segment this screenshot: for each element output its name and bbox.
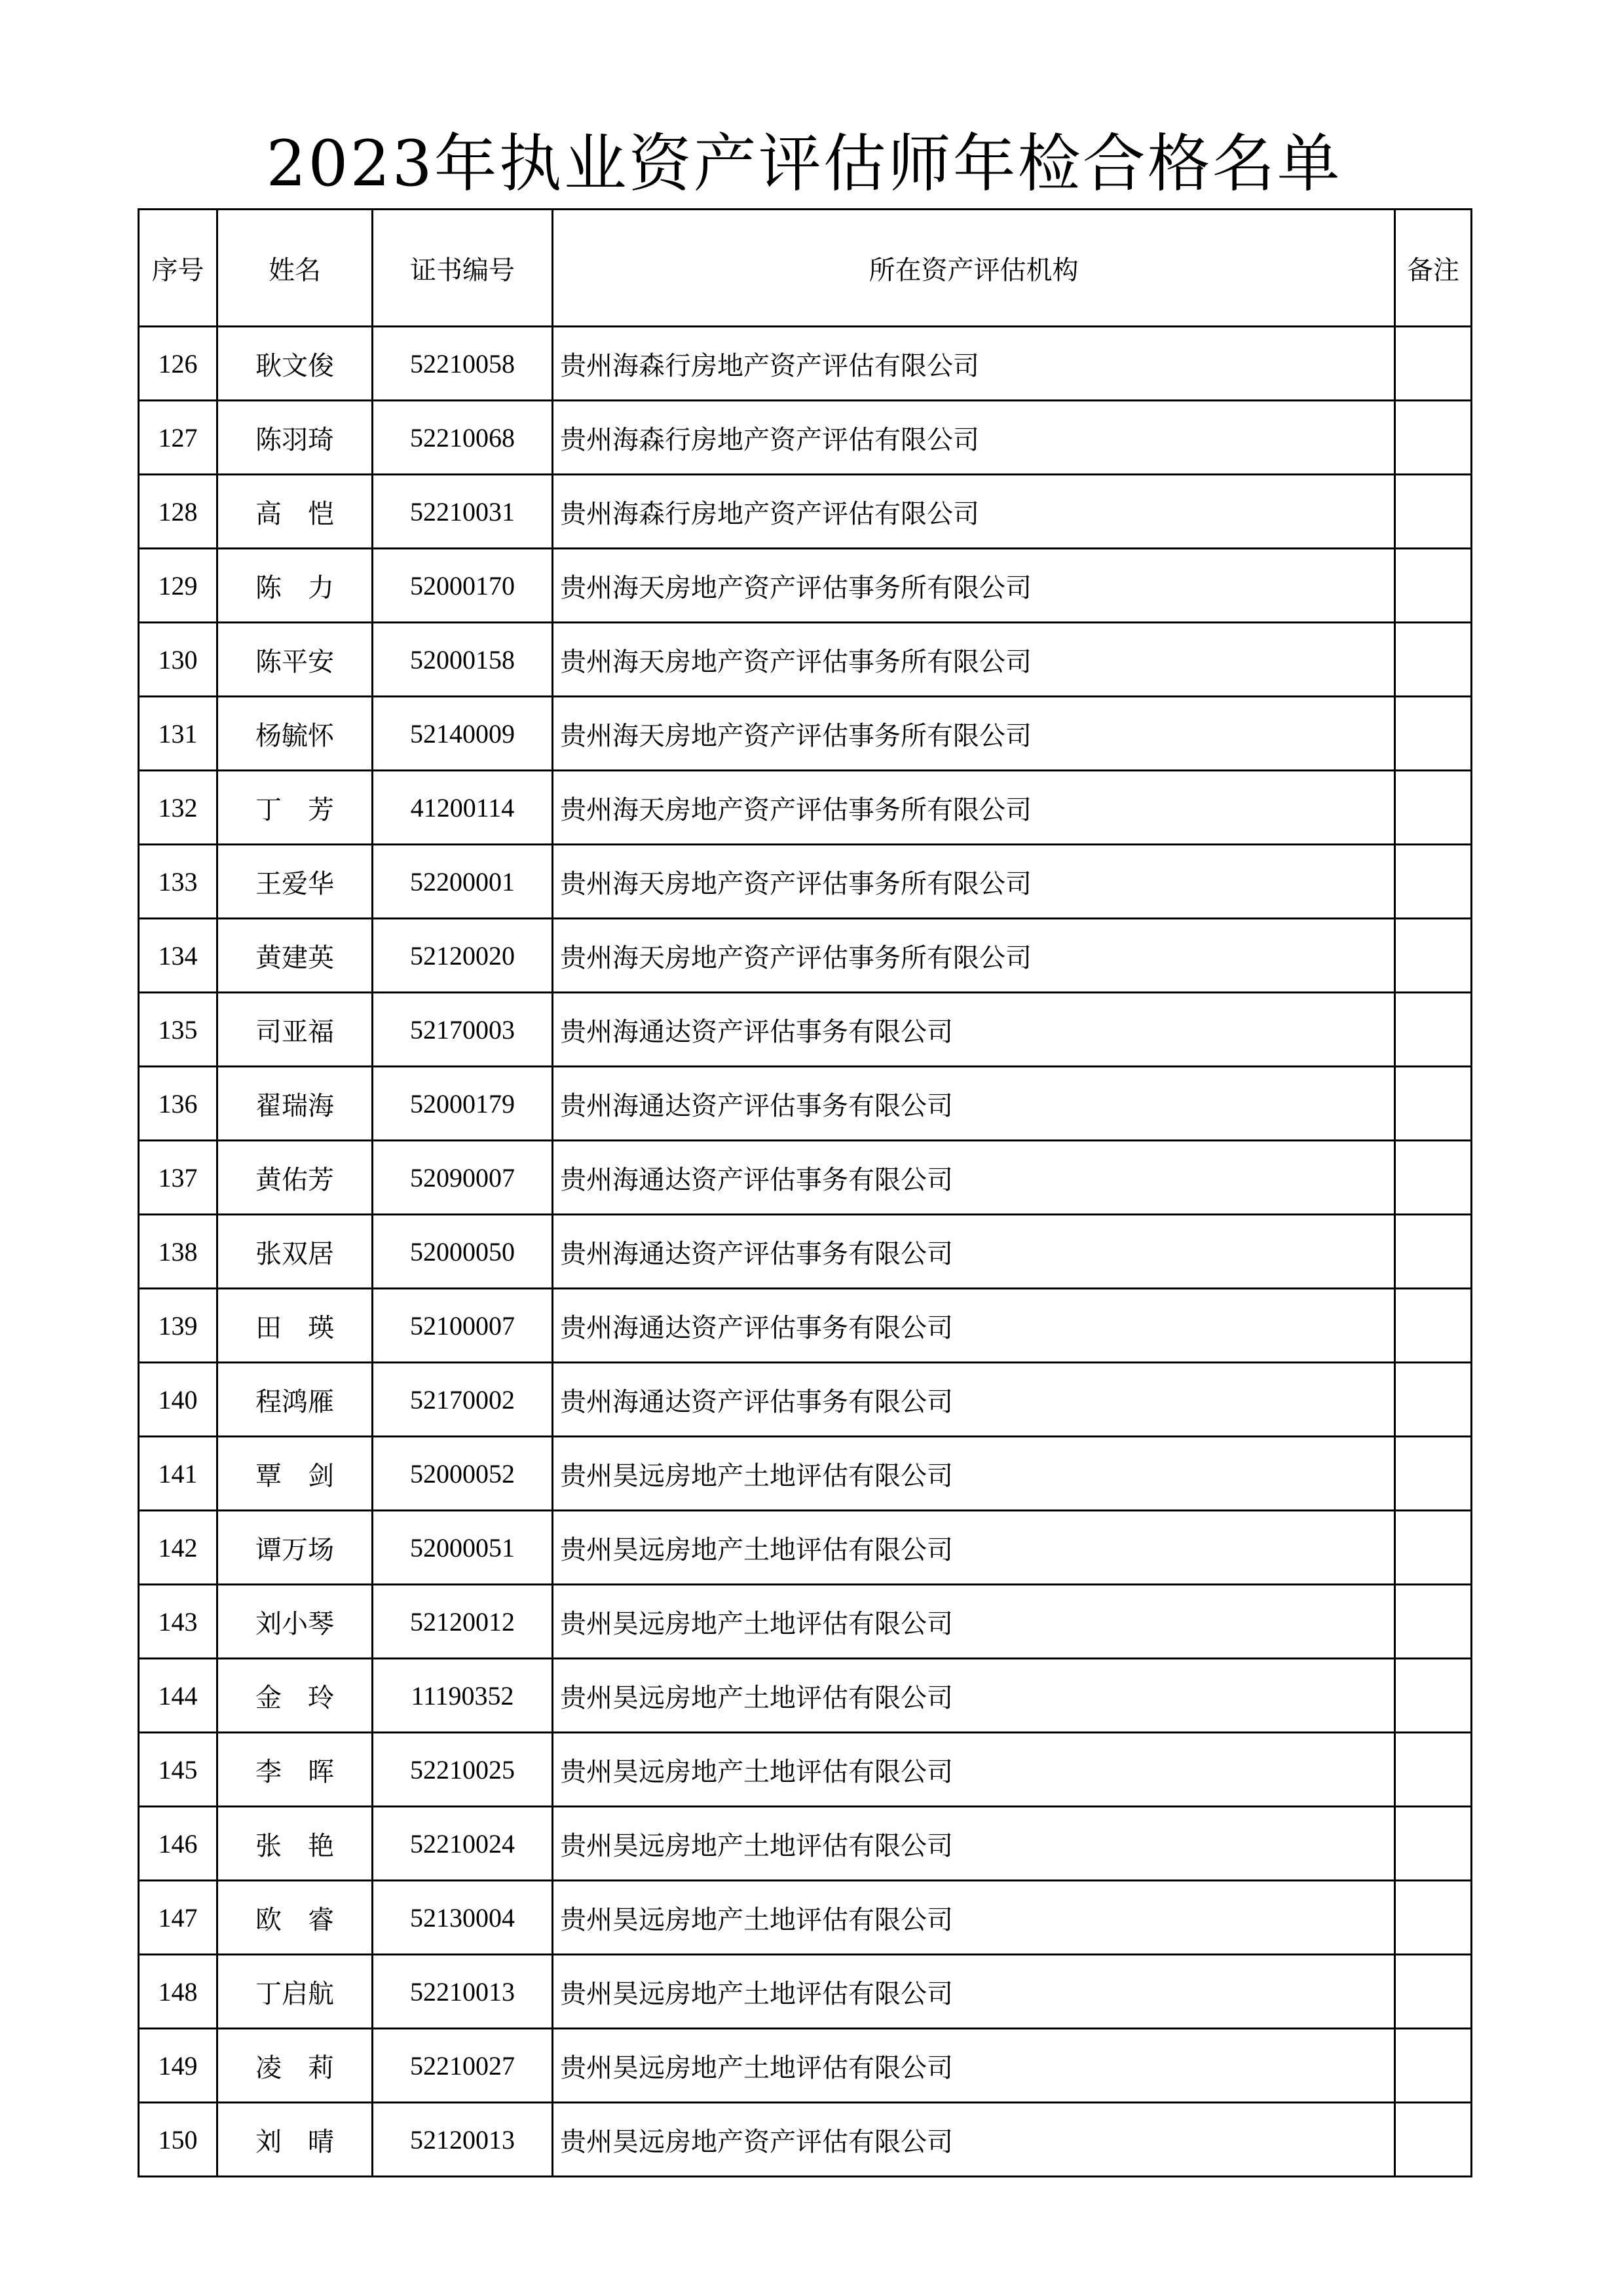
cell-seq: 126 — [139, 327, 217, 401]
cell-name: 杨毓怀 — [217, 697, 373, 771]
cell-seq: 131 — [139, 697, 217, 771]
cell-seq: 148 — [139, 1955, 217, 2029]
cell-org: 贵州海天房地产资产评估事务所有限公司 — [553, 697, 1395, 771]
cell-cert: 52120012 — [373, 1585, 553, 1659]
cell-org: 贵州昊远房地产土地评估有限公司 — [553, 1807, 1395, 1881]
cell-seq: 142 — [139, 1511, 217, 1585]
cell-note — [1395, 1289, 1472, 1363]
cell-name: 谭万场 — [217, 1511, 373, 1585]
table-row — [139, 771, 1472, 845]
table-row — [139, 1141, 1472, 1215]
cell-org: 贵州海天房地产资产评估事务所有限公司 — [553, 771, 1395, 845]
cell-seq: 128 — [139, 475, 217, 549]
cell-name: 陈 力 — [217, 549, 373, 623]
cell-cert: 52000050 — [373, 1215, 553, 1289]
table-row — [139, 475, 1472, 549]
cell-note — [1395, 1955, 1472, 2029]
cell-note — [1395, 1215, 1472, 1289]
cell-note — [1395, 771, 1472, 845]
column-header-name: 姓名 — [217, 210, 373, 327]
cell-note — [1395, 549, 1472, 623]
page-title: 2023年执业资产评估师年检合格名单 — [266, 127, 1342, 200]
cell-org: 贵州昊远房地产土地评估有限公司 — [553, 1659, 1395, 1733]
cell-cert: 52210024 — [373, 1807, 553, 1881]
cell-cert: 52000179 — [373, 1067, 553, 1141]
column-header-note: 备注 — [1395, 210, 1472, 327]
cell-name: 陈羽琦 — [217, 401, 373, 475]
cell-name: 程鸿雁 — [217, 1363, 373, 1437]
table-row — [139, 2103, 1472, 2177]
cell-org: 贵州昊远房地产土地评估有限公司 — [553, 1585, 1395, 1659]
cell-cert: 52000051 — [373, 1511, 553, 1585]
cell-note — [1395, 1511, 1472, 1585]
cell-note — [1395, 993, 1472, 1067]
cell-cert: 52170003 — [373, 993, 553, 1067]
table-row — [139, 549, 1472, 623]
table-row — [139, 1215, 1472, 1289]
cell-seq: 143 — [139, 1585, 217, 1659]
cell-org: 贵州昊远房地产资产评估有限公司 — [553, 2103, 1395, 2177]
cell-name: 刘小琴 — [217, 1585, 373, 1659]
table-row — [139, 1659, 1472, 1733]
cell-org: 贵州海天房地产资产评估事务所有限公司 — [553, 845, 1395, 919]
cell-note — [1395, 1067, 1472, 1141]
cell-org: 贵州海森行房地产资产评估有限公司 — [553, 475, 1395, 549]
column-header-cert: 证书编号 — [373, 210, 553, 327]
cell-seq: 145 — [139, 1733, 217, 1807]
roster-table — [138, 208, 1472, 2177]
table-row — [139, 2029, 1472, 2103]
table-row — [139, 1511, 1472, 1585]
cell-org: 贵州昊远房地产土地评估有限公司 — [553, 2029, 1395, 2103]
cell-seq: 138 — [139, 1215, 217, 1289]
cell-seq: 133 — [139, 845, 217, 919]
cell-cert: 52170002 — [373, 1363, 553, 1437]
cell-name: 丁 芳 — [217, 771, 373, 845]
cell-name: 凌 莉 — [217, 2029, 373, 2103]
cell-org: 贵州海通达资产评估事务有限公司 — [553, 1289, 1395, 1363]
cell-cert: 52200001 — [373, 845, 553, 919]
cell-name: 黄佑芳 — [217, 1141, 373, 1215]
cell-seq: 141 — [139, 1437, 217, 1511]
cell-name: 丁启航 — [217, 1955, 373, 2029]
cell-seq: 135 — [139, 993, 217, 1067]
cell-cert: 52000052 — [373, 1437, 553, 1511]
cell-cert: 52120020 — [373, 919, 553, 993]
cell-name: 李 晖 — [217, 1733, 373, 1807]
cell-cert: 11190352 — [373, 1659, 553, 1733]
cell-cert: 52210031 — [373, 475, 553, 549]
cell-note — [1395, 697, 1472, 771]
cell-cert: 52100007 — [373, 1289, 553, 1363]
cell-note — [1395, 919, 1472, 993]
cell-org: 贵州昊远房地产土地评估有限公司 — [553, 1437, 1395, 1511]
cell-cert: 52210025 — [373, 1733, 553, 1807]
cell-note — [1395, 1437, 1472, 1511]
cell-cert: 52210058 — [373, 327, 553, 401]
cell-name: 黄建英 — [217, 919, 373, 993]
cell-note — [1395, 1141, 1472, 1215]
column-header-org: 所在资产评估机构 — [553, 210, 1395, 327]
cell-note — [1395, 623, 1472, 697]
cell-name: 王爱华 — [217, 845, 373, 919]
table-row — [139, 1955, 1472, 2029]
cell-note — [1395, 1363, 1472, 1437]
cell-name: 司亚福 — [217, 993, 373, 1067]
cell-name: 耿文俊 — [217, 327, 373, 401]
cell-note — [1395, 475, 1472, 549]
cell-name: 翟瑞海 — [217, 1067, 373, 1141]
cell-org: 贵州海通达资产评估事务有限公司 — [553, 993, 1395, 1067]
table-row — [139, 327, 1472, 401]
cell-cert: 52000158 — [373, 623, 553, 697]
cell-name: 张 艳 — [217, 1807, 373, 1881]
table-row — [139, 401, 1472, 475]
cell-seq: 144 — [139, 1659, 217, 1733]
table-row — [139, 1067, 1472, 1141]
cell-org: 贵州海通达资产评估事务有限公司 — [553, 1215, 1395, 1289]
cell-org: 贵州海通达资产评估事务有限公司 — [553, 1363, 1395, 1437]
cell-seq: 136 — [139, 1067, 217, 1141]
cell-seq: 140 — [139, 1363, 217, 1437]
cell-org: 贵州海森行房地产资产评估有限公司 — [553, 401, 1395, 475]
cell-name: 刘 晴 — [217, 2103, 373, 2177]
cell-cert: 41200114 — [373, 771, 553, 845]
cell-org: 贵州海森行房地产资产评估有限公司 — [553, 327, 1395, 401]
cell-name: 陈平安 — [217, 623, 373, 697]
cell-seq: 137 — [139, 1141, 217, 1215]
cell-cert: 52210027 — [373, 2029, 553, 2103]
cell-cert: 52130004 — [373, 1881, 553, 1955]
table-row — [139, 845, 1472, 919]
cell-note — [1395, 1881, 1472, 1955]
cell-note — [1395, 1659, 1472, 1733]
cell-cert: 52210068 — [373, 401, 553, 475]
cell-note — [1395, 401, 1472, 475]
cell-name: 金 玲 — [217, 1659, 373, 1733]
cell-note — [1395, 327, 1472, 401]
cell-seq: 139 — [139, 1289, 217, 1363]
table-row — [139, 1807, 1472, 1881]
table-row — [139, 1733, 1472, 1807]
cell-org: 贵州海通达资产评估事务有限公司 — [553, 1141, 1395, 1215]
cell-seq: 127 — [139, 401, 217, 475]
cell-name: 欧 睿 — [217, 1881, 373, 1955]
cell-name: 张双居 — [217, 1215, 373, 1289]
cell-seq: 150 — [139, 2103, 217, 2177]
table-row — [139, 919, 1472, 993]
cell-org: 贵州海天房地产资产评估事务所有限公司 — [553, 549, 1395, 623]
cell-seq: 132 — [139, 771, 217, 845]
cell-cert: 52140009 — [373, 697, 553, 771]
cell-name: 田 瑛 — [217, 1289, 373, 1363]
cell-note — [1395, 2029, 1472, 2103]
table-row — [139, 1289, 1472, 1363]
table-row — [139, 1585, 1472, 1659]
cell-cert: 52120013 — [373, 2103, 553, 2177]
cell-cert: 52090007 — [373, 1141, 553, 1215]
cell-org: 贵州昊远房地产土地评估有限公司 — [553, 1881, 1395, 1955]
header-row — [139, 210, 1472, 327]
cell-org: 贵州海天房地产资产评估事务所有限公司 — [553, 623, 1395, 697]
table-body — [139, 327, 1472, 2177]
cell-note — [1395, 845, 1472, 919]
table-row — [139, 1881, 1472, 1955]
cell-name: 高 恺 — [217, 475, 373, 549]
cell-seq: 147 — [139, 1881, 217, 1955]
cell-seq: 149 — [139, 2029, 217, 2103]
cell-note — [1395, 1733, 1472, 1807]
cell-org: 贵州海天房地产资产评估事务所有限公司 — [553, 919, 1395, 993]
table-row — [139, 1437, 1472, 1511]
cell-cert: 52000170 — [373, 549, 553, 623]
cell-name: 覃 剑 — [217, 1437, 373, 1511]
cell-seq: 134 — [139, 919, 217, 993]
cell-note — [1395, 2103, 1472, 2177]
cell-org: 贵州昊远房地产土地评估有限公司 — [553, 1511, 1395, 1585]
cell-seq: 129 — [139, 549, 217, 623]
table-row — [139, 1363, 1472, 1437]
cell-org: 贵州海通达资产评估事务有限公司 — [553, 1067, 1395, 1141]
cell-cert: 52210013 — [373, 1955, 553, 2029]
table-row — [139, 697, 1472, 771]
cell-note — [1395, 1807, 1472, 1881]
table-row — [139, 623, 1472, 697]
table-row — [139, 993, 1472, 1067]
cell-org: 贵州昊远房地产土地评估有限公司 — [553, 1733, 1395, 1807]
column-header-seq: 序号 — [139, 210, 217, 327]
cell-seq: 146 — [139, 1807, 217, 1881]
table-header — [139, 210, 1472, 327]
cell-note — [1395, 1585, 1472, 1659]
cell-org: 贵州昊远房地产土地评估有限公司 — [553, 1955, 1395, 2029]
cell-seq: 130 — [139, 623, 217, 697]
